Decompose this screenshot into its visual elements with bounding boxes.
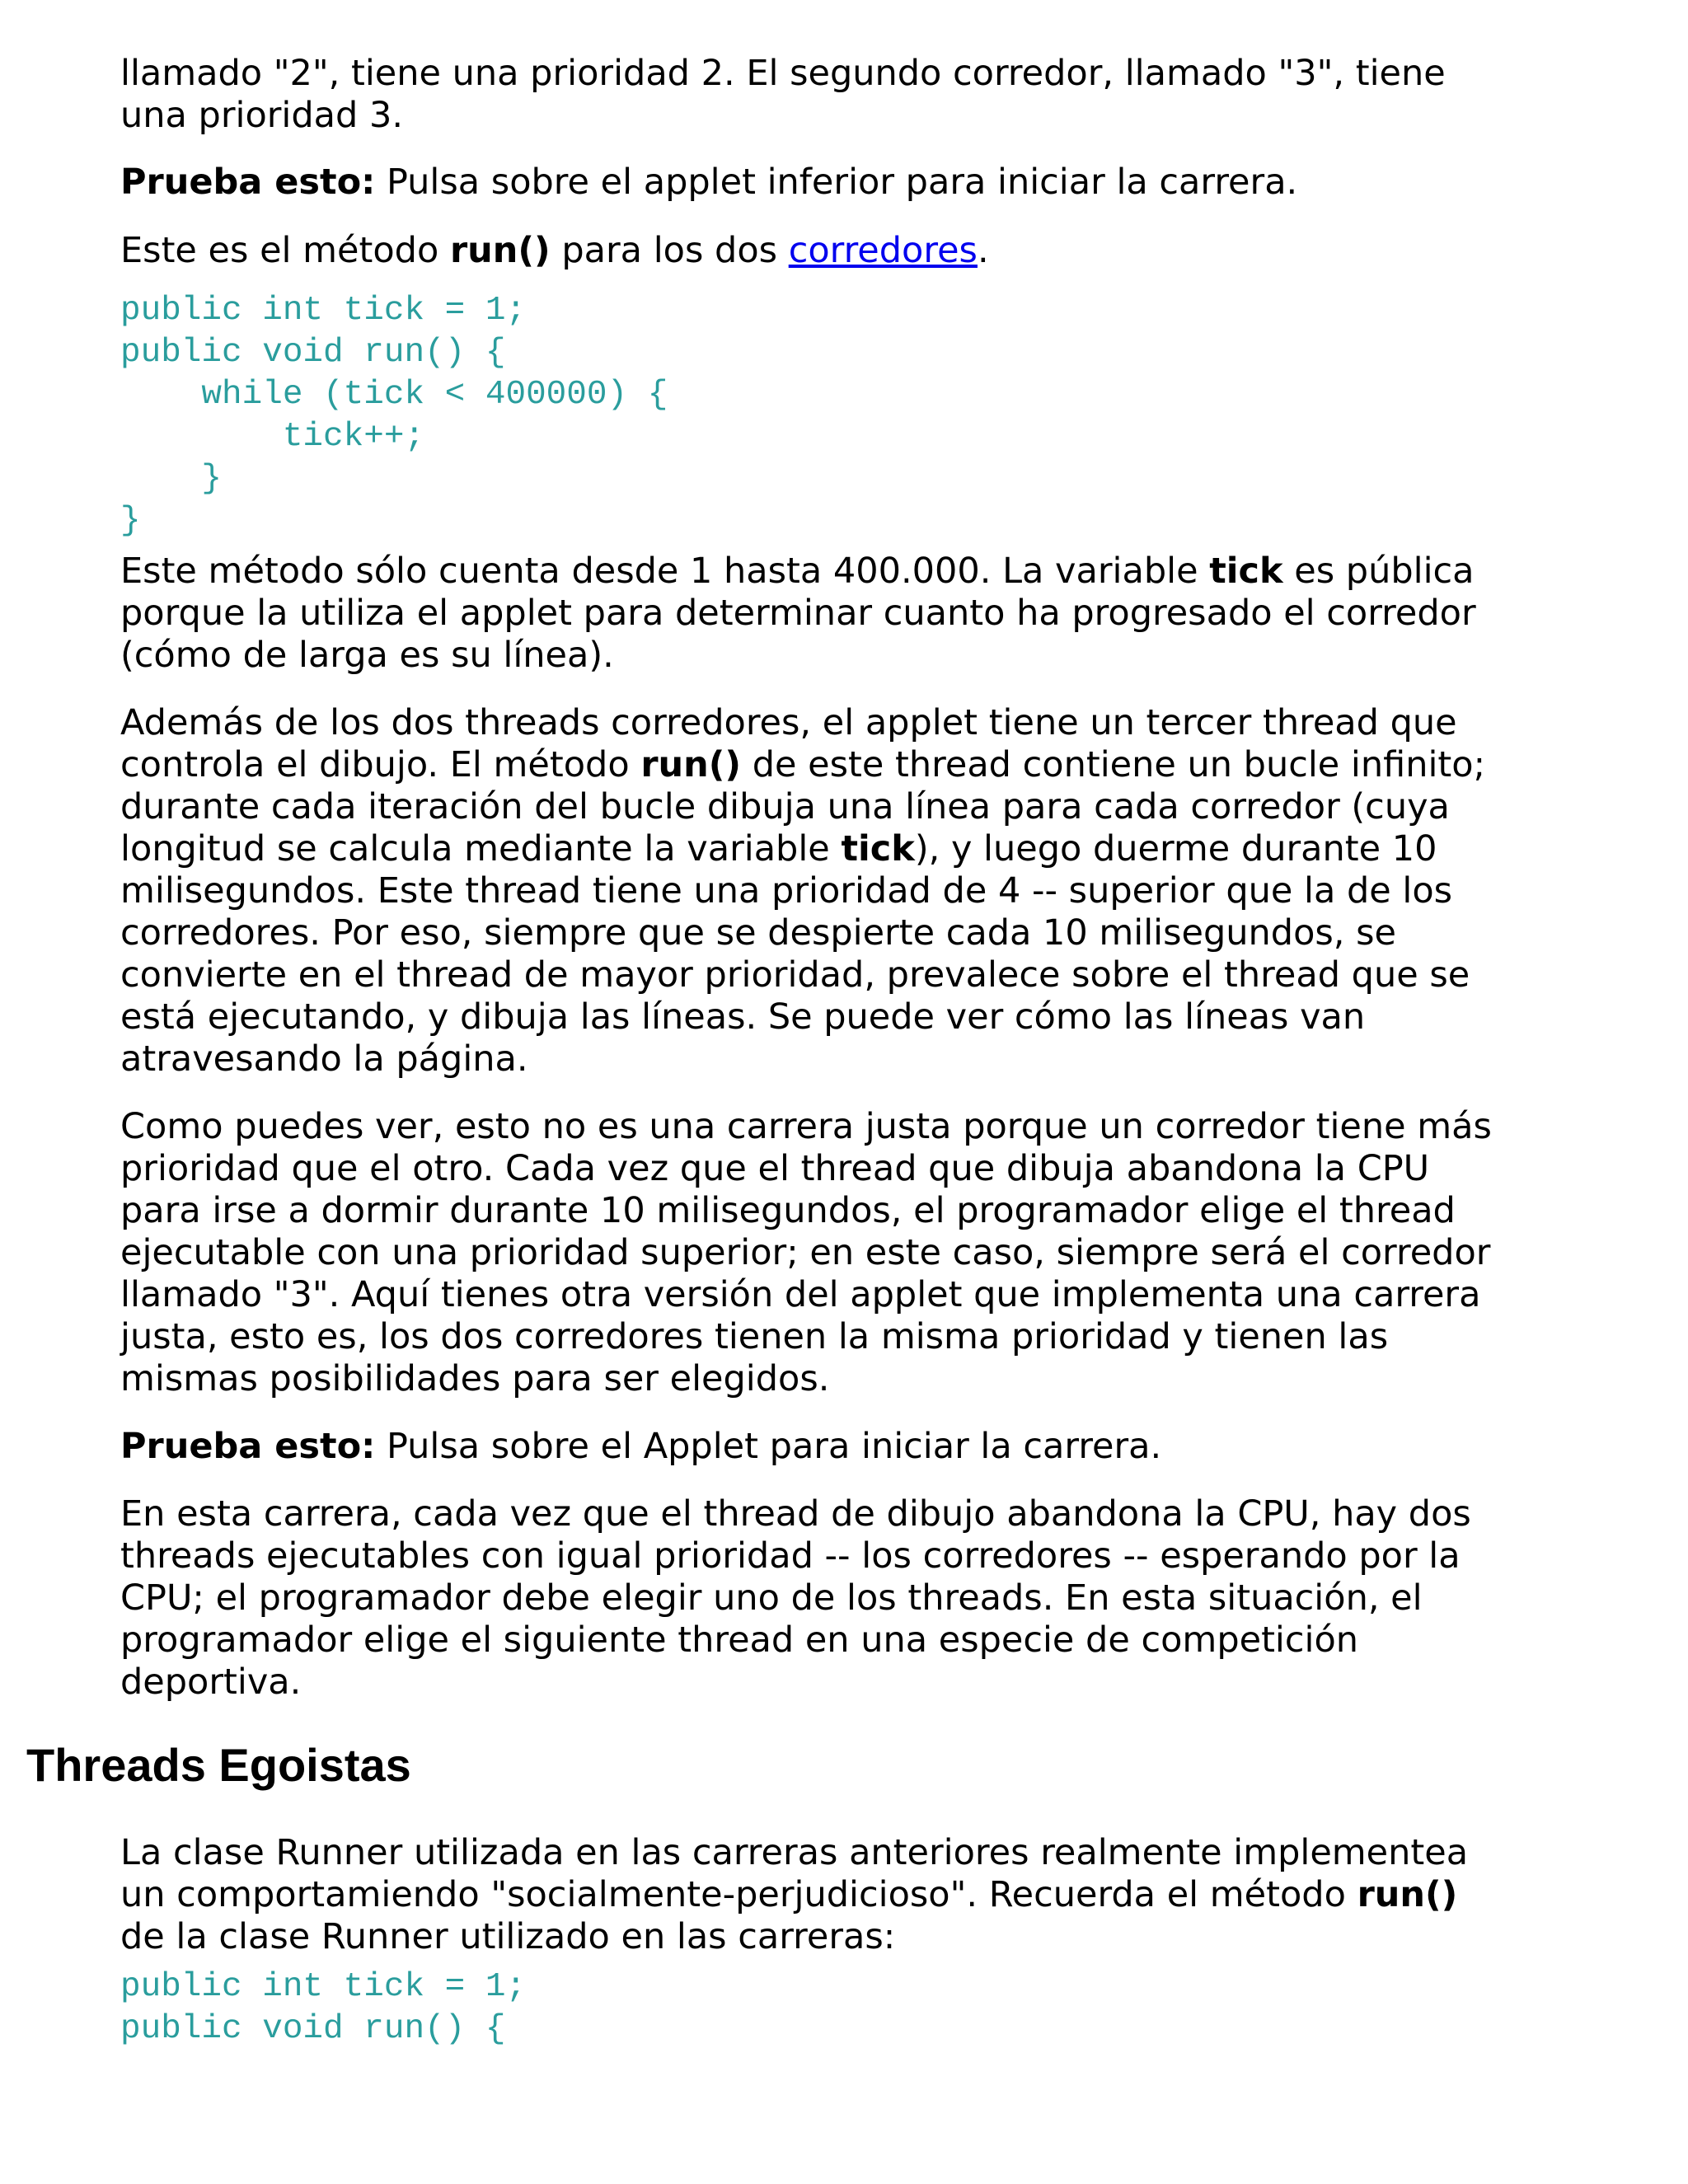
paragraph-threads (120, 702, 1571, 1080)
corredores-link[interactable]: corredores (788, 230, 978, 271)
text-line: una prioridad 3. (120, 95, 404, 136)
text-line (120, 551, 1571, 593)
text-line: CPU; el programador debe elegir uno de los threads. En esta situación, el (120, 1577, 1423, 1619)
method-intro-text: . (977, 230, 989, 271)
text-span: controla el dibujo. El método (120, 744, 641, 785)
text-line: threads ejecutables con igual prioridad -- los corredores -- esperando por la (120, 1535, 1461, 1577)
try-this-line (120, 162, 1571, 204)
try-this-note-1 (120, 162, 1571, 204)
text-line: está ejecutando, y dibuja las líneas. Se puede ver cómo las líneas van (120, 996, 1366, 1038)
text-line (120, 828, 1571, 870)
text-line: La clase Runner utilizada en las carreras anteriores realmente implementea (120, 1832, 1469, 1873)
try-this-note-2 (120, 1426, 1571, 1468)
method-intro-text: para los dos (550, 230, 789, 271)
text-span: Este método sólo cuenta desde 1 hasta 400.000. La variable (120, 551, 1210, 592)
text-line: mismas posibilidades para ser elegidos. (120, 1358, 830, 1399)
text-line: atravesando la página. (120, 1038, 528, 1080)
text-line: Además de los dos threads corredores, el applet tiene un tercer thread que (120, 702, 1457, 743)
try-this-label: Prueba esto: (120, 1426, 376, 1467)
text-line: para irse a dormir durante 10 milisegundos, el programador elige el thread (120, 1190, 1456, 1231)
text-span: es pública (1282, 551, 1475, 592)
section-heading: Threads Egoistas (26, 1739, 411, 1791)
text-line: llamado "2", tiene una prioridad 2. El segundo corredor, llamado "3", tiene (120, 53, 1446, 94)
paragraph-runner (120, 1832, 1571, 1958)
text-line: deportiva. (120, 1661, 302, 1703)
text-line: llamado "3". Aquí tienes otra versión del applet que implementa una carrera (120, 1274, 1481, 1315)
method-intro-line (120, 230, 1571, 272)
text-line: milisegundos. Este thread tiene una prioridad de 4 -- superior que la de los (120, 870, 1453, 912)
text-span: longitud se calcula mediante la variable (120, 828, 842, 869)
text-line: ejecutable con una prioridad superior; en este caso, siempre será el corredor (120, 1232, 1491, 1273)
try-this-text: Pulsa sobre el Applet para iniciar la carrera. (375, 1426, 1162, 1467)
code-listing: public int tick = 1; public void run() { (120, 1968, 527, 2048)
text-line: porque la utiliza el applet para determinar cuanto ha progresado el corredor (120, 593, 1476, 634)
paragraph-race (120, 1493, 1571, 1704)
method-intro-text: Este es el método (120, 230, 450, 271)
code-block-run (120, 290, 1571, 542)
method-intro (120, 230, 1571, 272)
text-line: de la clase Runner utilizado en las carreras: (120, 1916, 896, 1957)
variable-name: tick (841, 828, 915, 869)
text-line: durante cada iteración del bucle dibuja una línea para cada corredor (cuya (120, 786, 1450, 827)
text-line: corredores. Por eso, siempre que se despierte cada 10 milisegundos, se (120, 912, 1396, 954)
method-name: run() (449, 230, 551, 271)
try-this-line (120, 1426, 1571, 1468)
text-line: Como puedes ver, esto no es una carrera justa porque un corredor tiene más (120, 1106, 1492, 1147)
text-line: prioridad que el otro. Cada vez que el thread que dibuja abandona la CPU (120, 1148, 1430, 1189)
code-listing: public int tick = 1; public void run() { while (tick < 400000) { tick++; } } (120, 292, 668, 540)
paragraph-priorities (120, 53, 1571, 137)
text-line (120, 744, 1571, 786)
paragraph-fair-race (120, 1106, 1571, 1400)
text-line: justa, esto es, los dos corredores tienen la misma prioridad y tienen las (120, 1316, 1389, 1357)
text-span: de este thread contiene un bucle infinito; (741, 744, 1486, 785)
method-name: run() (640, 744, 742, 785)
text-line: En esta carrera, cada vez que el thread de dibujo abandona la CPU, hay dos (120, 1493, 1471, 1535)
text-span: ), y luego duerme durante 10 (914, 828, 1437, 869)
text-line (120, 1874, 1571, 1916)
text-line: (cómo de larga es su línea). (120, 635, 614, 676)
paragraph-count (120, 551, 1571, 677)
try-this-label: Prueba esto: (120, 162, 376, 203)
text-line: programador elige el siguiente thread en una especie de competición (120, 1619, 1359, 1661)
method-name: run() (1357, 1874, 1458, 1915)
text-span: un comportamiendo "socialmente-perjudicioso". Recuerda el método (120, 1874, 1357, 1915)
text-line: convierte en el thread de mayor prioridad, prevalece sobre el thread que se (120, 954, 1470, 996)
code-block-runner (120, 1966, 1571, 2050)
variable-name: tick (1209, 551, 1283, 592)
try-this-text: Pulsa sobre el applet inferior para iniciar la carrera. (375, 162, 1298, 203)
